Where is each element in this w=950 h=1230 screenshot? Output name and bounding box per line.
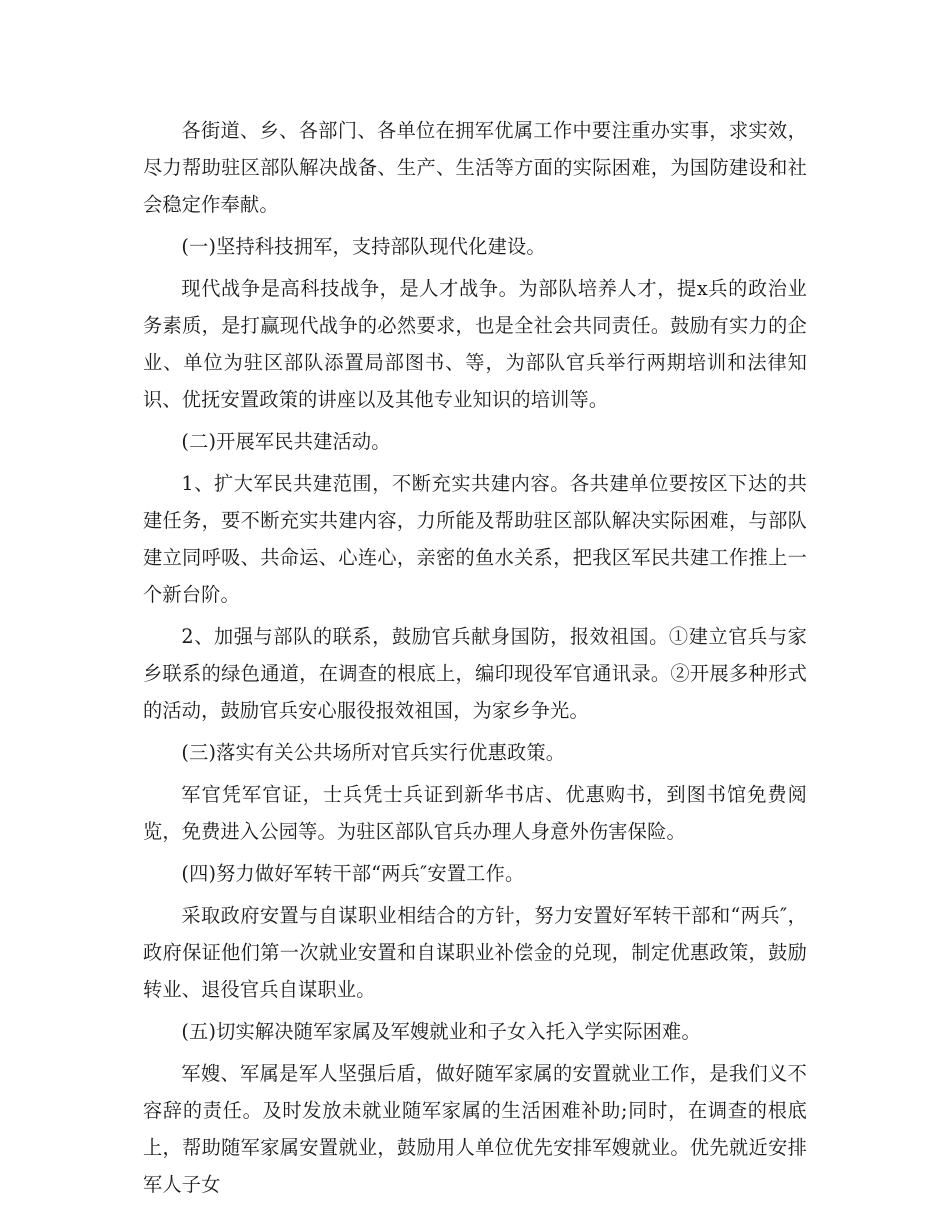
paragraph-intro: 各街道、乡、各部门、各单位在拥军优属工作中要注重办实事，求实效，尽力帮助驻区部队解决战备、生产、生活等方面的实际困难，为国防建设和社会稳定作奉献。 (143, 119, 807, 216)
document-body (143, 112, 807, 1208)
paragraph-family-employment: 军嫂、军属是军人坚强后盾，做好随军家属的安置就业工作，是我们义不容辞的责任。及时发放未就业随军家属的生活困难补助;同时，在调查的根底上，帮助随军家属安置就业，鼓励用人单位优先安排军嫂就业。优先就近安排军人子女 (143, 1062, 807, 1196)
paragraph-tech-support: 现代战争是高科技战争，是人才战争。为部队培养人才，提x兵的政治业务素质，是打赢现代战争的必然要求，也是全社会共同责任。鼓励有实力的企业、单位为驻区部队添置局部图书、等，为部队官兵举行两期培训和法律知识、优抚安置政策的讲座以及其他专业知识的培训等。 (143, 277, 807, 411)
paragraph-public-discounts: 军官凭军官证，士兵凭士兵证到新华书店、优惠购书，到图书馆免费阅览，免费进入公园等。为驻区部队官兵办理人身意外伤害保险。 (143, 783, 807, 843)
section-heading-3: (三)落实有关公共场所对官兵实行优惠政策。 (181, 741, 566, 764)
paragraph-resettlement: 采取政府安置与自谋职业相结合的方针，努力安置好军转干部和“两兵″，政府保证他们第一次就业安置和自谋职业补偿金的兑现，制定优惠政策，鼓励转业、退役官兵自谋职业。 (143, 904, 807, 1001)
paragraph-joint-building-2: 2、加强与部队的联系，鼓励官兵献身国防，报效祖国。①建立官兵与家乡联系的绿色通道，在调查的根底上，编印现役军官通讯录。②开展多种形式的活动，鼓励官兵安心服役报效祖国，为家乡争光。 (143, 625, 807, 722)
section-heading-2: (二)开展军民共建活动。 (181, 430, 391, 453)
section-heading-1: (一)坚持科技拥军，支持部队现代化建设。 (181, 235, 546, 258)
section-heading-5: (五)切实解决随军家属及军嫂就业和子女入托入学实际困难。 (181, 1020, 701, 1043)
paragraph-joint-building-1: 1、扩大军民共建范围，不断充实共建内容。各共建单位要按区下达的共建任务，要不断充实共建内容，力所能及帮助驻区部队解决实际困难，与部队建立同呼吸、共命运、心连心，亲密的鱼水关系，把我区军民共建工作推上一个新台阶。 (143, 472, 807, 606)
section-heading-4: (四)努力做好军转干部“两兵″安置工作。 (181, 862, 525, 885)
